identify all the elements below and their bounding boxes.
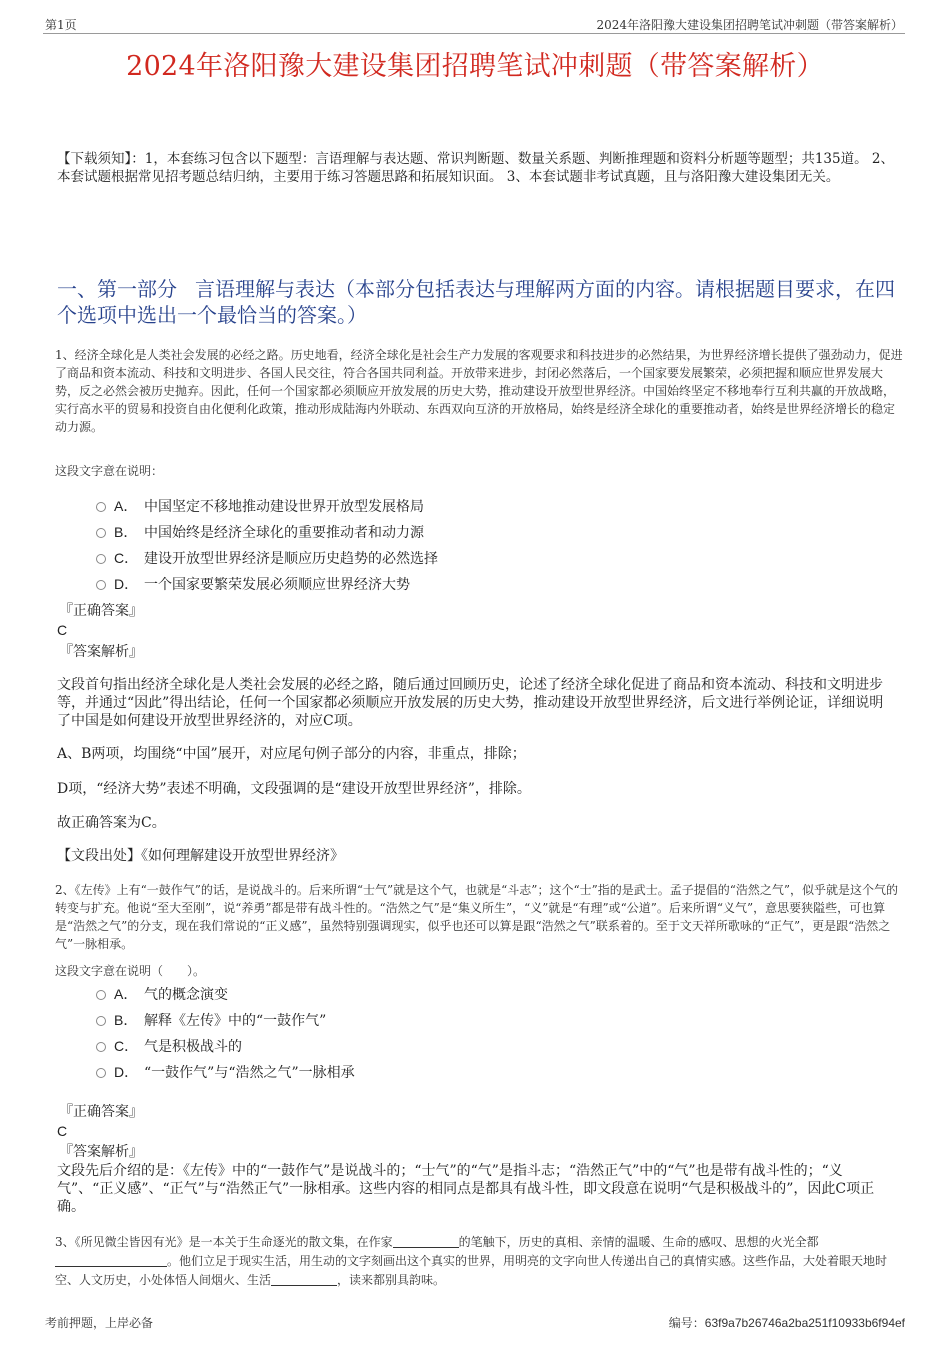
q1-analysis-3: D项，“经济大势”表述不明确，文段强调的是“建设开放型世界经济”，排除。 xyxy=(57,781,531,797)
section-title: 言语理解与表达（本部分包括表达与理解两方面的内容。请根据题目要求，在四个选项中选出一个最恰当的答案。） xyxy=(57,277,895,327)
q2-passage: 2、《左传》上有“一鼓作气”的话，是说战斗的。后来所谓“士气”就是这个气，也就是“斗志”；这个“士”指的是武士。孟子提倡的“浩然之气”，似乎就是这个气的转变与扩充。他说“至大至刚”，说“养勇”都是带有战斗性的。“浩然之气”是“集义所生”，“义”就是“有理”或“公道”。后来所谓“义气”，意思要狭隘些，可也算是“浩然之气”的分支，现在我们常说的“正义感”，虽然特别强调现实，似乎也还可以算是跟“浩然之气”联系着的。至于文天祥所歌咏的“正气”，更是跟“浩然之气”一脉相承。 xyxy=(55,883,898,951)
header-doc-title: 2024年洛阳豫大建设集团招聘笔试冲刺题（带答案解析） xyxy=(596,18,903,32)
download-notice: 【下载须知】：1，本套练习包含以下题型：言语理解与表达题、常识判断题、数量关系题、判断推理题和资料分析题等题型；共135道。 2、本套试题根据常见招考题总结归纳，主要用于练习答题思路和拓展知识面。 3、本套试题非考试真题，且与洛阳豫大建设集团无关。 xyxy=(57,151,894,185)
q1-passage: 1、经济全球化是人类社会发展的必经之路。历史地看，经济全球化是社会生产力发展的客观要求和科技进步的必然结果，为世界经济增长提供了强劲动力，促进了商品和资本流动、科技和文明进步、各国人民交往，符合各国共同利益。开放带来进步，封闭必然落后，一个国家要发展繁荣，必须把握和顺应世界发展大势，反之必然会被历史抛弃。因此，任何一个国家都必须顺应开放发展的历史大势，推动建设开放型世界经济。中国始终坚定不移地奉行互利共赢的开放战略，实行高水平的贸易和投资自由化便利化政策，推动形成陆海内外联动、东西双向互济的开放格局，始终是经济全球化的重要推动者，始终是世界经济增长的稳定动力源。 xyxy=(55,348,903,434)
q2-analysis: 文段先后介绍的是：《左传》中的“一鼓作气”是说战斗的；“士气”的“气”是指斗志；“浩然正气”中的“气”也是带有战斗性的；“义气”、“正义感”、“正气”与“浩然正气”一脉相承。这些内容的相同点是都具有战斗性，即文段意在说明“气是积极战斗的”，因此C项正确。 xyxy=(57,1163,875,1215)
page-number: 第1页 xyxy=(45,18,77,32)
q3-blank-2[interactable] xyxy=(55,1255,167,1267)
radio-icon[interactable] xyxy=(96,990,106,1000)
radio-icon[interactable] xyxy=(96,580,106,590)
q1-correct-answer-label: 『正确答案』 xyxy=(59,603,143,619)
q2-analysis-label: 『答案解析』 xyxy=(59,1144,143,1160)
q3-blank-3[interactable] xyxy=(271,1274,337,1286)
radio-icon[interactable] xyxy=(96,554,106,564)
q1-analysis-2: A、B两项，均围绕“中国”展开，对应尾句例子部分的内容，非重点，排除； xyxy=(57,746,526,762)
q2-stem: 这段文字意在说明（ ）。 xyxy=(55,964,206,978)
q2-option-b[interactable]: B． 解释《左传》中的“一鼓作气” xyxy=(96,1010,326,1030)
q2-option-c[interactable]: C． 气是积极战斗的 xyxy=(96,1036,242,1056)
section-heading xyxy=(57,276,902,328)
radio-icon[interactable] xyxy=(96,1068,106,1078)
page-header xyxy=(43,14,905,34)
q2-option-a[interactable]: A． 气的概念演变 xyxy=(96,984,228,1004)
radio-icon[interactable] xyxy=(96,502,106,512)
q3-passage: 3、《所见微尘皆因有光》是一本关于生命逐光的散文集，在作家 的笔触下，历史的真相、亲情的温暖、生命的感叹、思想的火光全都。他们立足于现实生活，用生动的文字刻画出这个真实的世界，用明亮的文字向世人传递出自己的真情实感。这些作品，大处着眼天地时空、人文历史，小处体悟人间烟火、生活 ，读来都别具韵味。 xyxy=(55,1235,888,1287)
q1-stem: 这段文字意在说明： xyxy=(55,464,164,478)
q3-blank-1[interactable] xyxy=(393,1236,459,1248)
q1-analysis-4: 故正确答案为C。 xyxy=(57,815,166,831)
radio-icon[interactable] xyxy=(96,528,106,538)
section-part: 一、第一部分 xyxy=(57,277,177,301)
footer-code: 编号：63f9a7b26746a2ba251f10933b6f94ef xyxy=(668,1316,905,1330)
document-title: 2024年洛阳豫大建设集团招聘笔试冲刺题（带答案解析） xyxy=(126,51,824,82)
q1-analysis-label: 『答案解析』 xyxy=(59,644,143,660)
q1-option-d[interactable]: D． 一个国家要繁荣发展必须顺应世界经济大势 xyxy=(96,574,410,594)
footer-code-value: 63f9a7b26746a2ba251f10933b6f94ef xyxy=(704,1316,905,1330)
q2-option-d[interactable]: D． “一鼓作气”与“浩然之气”一脉相承 xyxy=(96,1062,355,1082)
q1-option-b[interactable]: B． 中国始终是经济全球化的重要推动者和动力源 xyxy=(96,522,424,542)
q1-source: 【文段出处】《如何理解建设开放型世界经济》 xyxy=(57,848,344,864)
q2-answer: C xyxy=(57,1123,68,1139)
q1-analysis-1: 文段首句指出经济全球化是人类社会发展的必经之路，随后通过回顾历史，论述了经济全球化促进了商品和资本流动、科技和文明进步等，并通过“因此”得出结论，任何一个国家都必须顺应开放发展的历史大势，推动建设开放型世界经济，后文进行举例论证，详细说明了中国是如何建设开放型世界经济的，对应C项。 xyxy=(57,677,884,729)
footer-slogan: 考前押题，上岸必备 xyxy=(45,1316,154,1330)
radio-icon[interactable] xyxy=(96,1042,106,1052)
q1-option-c[interactable]: C． 建设开放型世界经济是顺应历史趋势的必然选择 xyxy=(96,548,438,568)
q1-option-a[interactable]: A． 中国坚定不移地推动建设世界开放型发展格局 xyxy=(96,496,424,516)
q2-correct-answer-label: 『正确答案』 xyxy=(59,1104,143,1120)
q1-answer: C xyxy=(57,622,68,638)
radio-icon[interactable] xyxy=(96,1016,106,1026)
